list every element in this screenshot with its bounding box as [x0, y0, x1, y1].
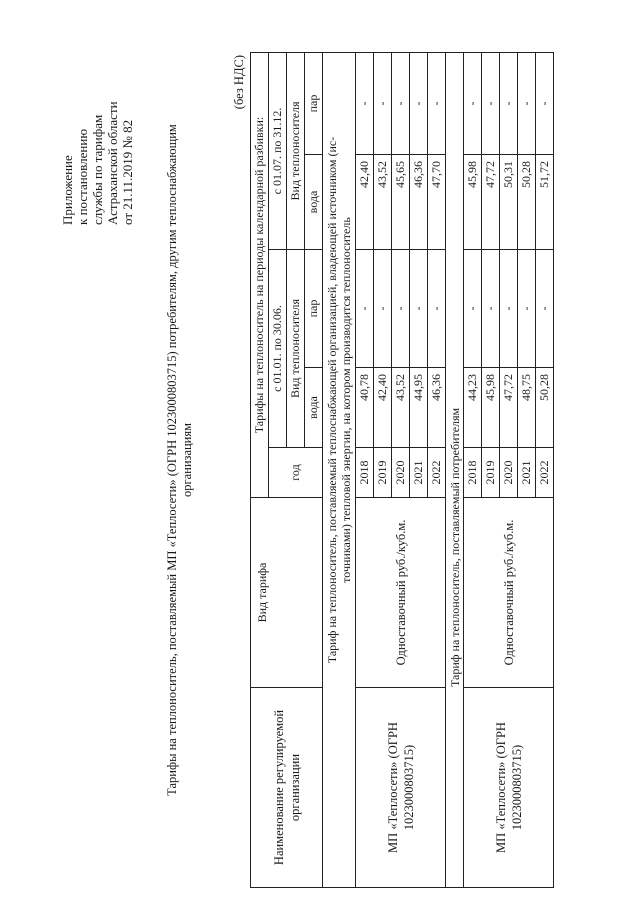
table-cell-p1-steam: - — [518, 250, 536, 368]
appendix-line: Приложение — [60, 155, 75, 225]
table-row-year: 2020 — [392, 448, 410, 498]
table-cell-p2-steam: - — [482, 52, 500, 154]
table-row-year: 2018 — [356, 448, 374, 498]
table-cell-p1-water: 43,52 — [392, 368, 410, 448]
header-group: Тарифы на теплоноситель на периоды календарной разбивки: — [251, 52, 269, 497]
table-cell-p1-water: 50,28 — [536, 368, 554, 448]
title-line-2: организациям — [180, 422, 194, 498]
table-row-year: 2021 — [518, 448, 536, 498]
table-cell-p1-steam: - — [410, 250, 428, 368]
table-cell-p1-water: 44,95 — [410, 368, 428, 448]
table-cell-p2-steam: - — [536, 52, 554, 154]
header-carrier-type-2: Вид теплоносителя — [287, 52, 305, 249]
header-tariff-type: Вид тарифа — [251, 498, 323, 688]
header-org: Наименование регулируемой организации — [251, 688, 323, 888]
table-row-year: 2022 — [428, 448, 446, 498]
vat-note: (без НДС) — [232, 55, 246, 110]
table-row-year: 2018 — [464, 448, 482, 498]
table-cell-p2-water: 47,72 — [482, 155, 500, 250]
table-cell-p2-water: 46,36 — [410, 155, 428, 250]
document-title — [165, 25, 195, 895]
table-cell-p2-water: 43,52 — [374, 155, 392, 250]
table-cell-p1-water: 45,98 — [482, 368, 500, 448]
table-cell-p2-water: 45,65 — [392, 155, 410, 250]
table-cell-p2-steam: - — [392, 52, 410, 154]
appendix-block — [60, 5, 135, 225]
header-year: год — [269, 448, 323, 498]
header-carrier-type-1: Вид теплоносителя — [287, 250, 305, 448]
section-2-tariff-type: Одноставочный руб./куб.м. — [464, 498, 554, 688]
table-cell-p2-steam: - — [428, 52, 446, 154]
header-water-1: вода — [305, 368, 323, 448]
table-row-year: 2021 — [410, 448, 428, 498]
appendix-line: службы по тарифам — [90, 114, 105, 225]
table-row-year: 2019 — [374, 448, 392, 498]
section-2-org: МП «Теплосети» (ОГРН 1023000803715) — [464, 688, 554, 888]
table-cell-p2-water: 50,28 — [518, 155, 536, 250]
header-period-2: с 01.07. по 31.12. — [269, 52, 287, 249]
table-cell-p1-steam: - — [356, 250, 374, 368]
table-row-year: 2020 — [500, 448, 518, 498]
table-cell-p2-water: 45,98 — [464, 155, 482, 250]
appendix-line: от 21.11.2019 № 82 — [120, 119, 135, 225]
table-cell-p2-steam: - — [464, 52, 482, 154]
section-1-title: Тариф на теплоноситель, поставляемый теплоснабжающей организацией, владеющей источником (ис-точниками) тепловой энергии, на котором производится теплоноситель — [323, 52, 356, 887]
table-cell-p2-water: 50,31 — [500, 155, 518, 250]
table-cell-p1-water: 42,40 — [374, 368, 392, 448]
appendix-line: Астраханской области — [105, 101, 120, 225]
header-steam-1: пар — [305, 250, 323, 368]
table-cell-p1-water: 48,75 — [518, 368, 536, 448]
header-water-2: вода — [305, 155, 323, 250]
table-cell-p2-water: 51,72 — [536, 155, 554, 250]
table-cell-p2-steam: - — [500, 52, 518, 154]
table-cell-p1-steam: - — [464, 250, 482, 368]
table-cell-p2-water: 47,70 — [428, 155, 446, 250]
tariff-table — [250, 52, 554, 888]
header-steam-2: пар — [305, 52, 323, 154]
table-cell-p2-water: 42,40 — [356, 155, 374, 250]
table-cell-p1-water: 44,23 — [464, 368, 482, 448]
title-line-1: Тарифы на теплоноситель, поставляемый МП «Теплосети» (ОГРН 1023000803715) потребителям, другим теплоснабжающим — [165, 124, 179, 796]
appendix-line: к постановлению — [75, 128, 90, 225]
table-cell-p1-steam: - — [536, 250, 554, 368]
section-1-tariff-type: Одноставочный руб./куб.м. — [356, 498, 446, 688]
table-cell-p2-steam: - — [356, 52, 374, 154]
table-cell-p1-water: 46,36 — [428, 368, 446, 448]
header-period-1: с 01.01. по 30.06. — [269, 250, 287, 448]
section-2-title: Тариф на теплоноситель, поставляемый потребителям — [446, 52, 464, 887]
table-cell-p2-steam: - — [410, 52, 428, 154]
table-cell-p2-steam: - — [518, 52, 536, 154]
table-cell-p1-steam: - — [482, 250, 500, 368]
table-cell-p1-steam: - — [428, 250, 446, 368]
table-cell-p1-water: 40,78 — [356, 368, 374, 448]
table-row-year: 2022 — [536, 448, 554, 498]
table-cell-p1-steam: - — [500, 250, 518, 368]
table-cell-p1-water: 47,72 — [500, 368, 518, 448]
table-cell-p2-steam: - — [374, 52, 392, 154]
table-cell-p1-steam: - — [374, 250, 392, 368]
table-row-year: 2019 — [482, 448, 500, 498]
section-1-org: МП «Теплосети» (ОГРН 1023000803715) — [356, 688, 446, 888]
table-cell-p1-steam: - — [392, 250, 410, 368]
